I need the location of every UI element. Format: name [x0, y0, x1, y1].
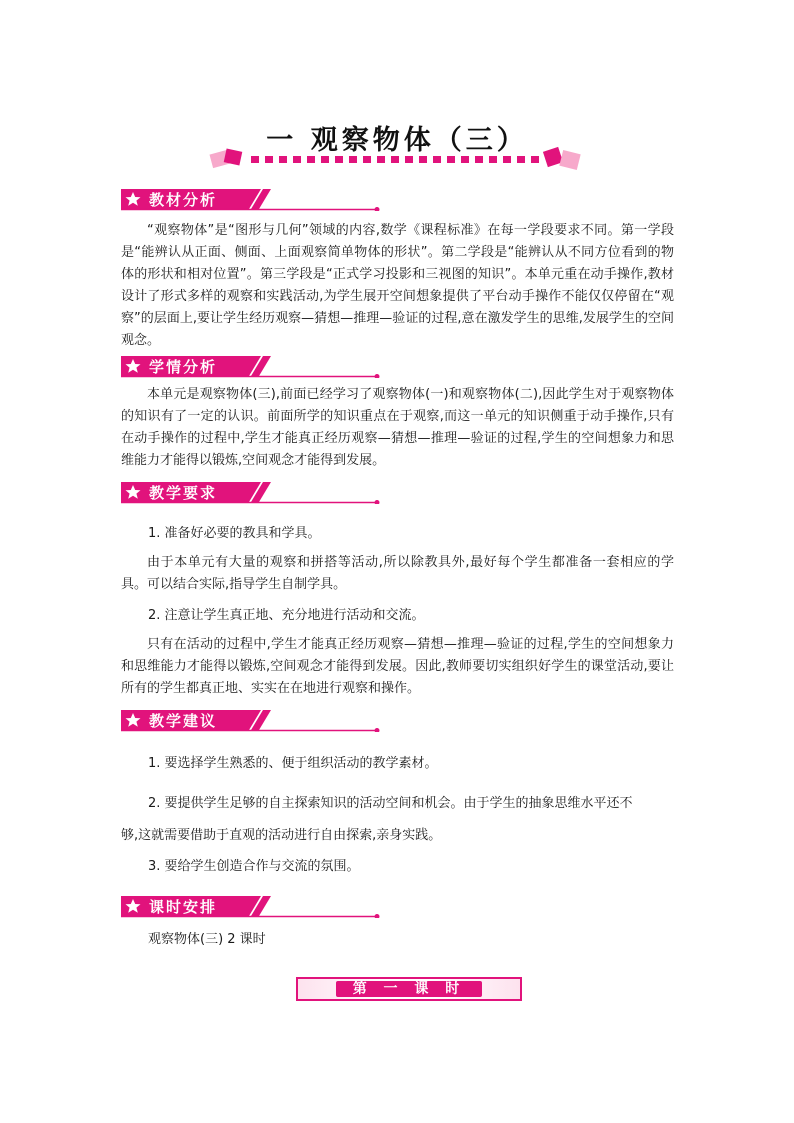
section-header-textbook-analysis — [121, 189, 381, 211]
paragraph: 本单元是观察物体(三),前面已经学习了观察物体(一)和观察物体(二),因此学生对于观察物体的知识有了一定的认识。前面所学的知识重点在于观察,而这一单元的知识侧重于动手操作,只有在动手操作的过程中,学生才能真正经历观察—猜想—推理—验证的过程,学生的空间想象力和思维能力才能得以锻炼,空间观念才能得到发展。 — [121, 387, 674, 468]
list-item: 3. 要给学生创造合作与交流的氛围。 — [148, 859, 360, 874]
lesson-title: 第 一 课 时 — [352, 981, 466, 997]
section-title: 教材分析 — [149, 191, 218, 209]
list-item: 1. 要选择学生熟悉的、便于组织活动的教学素材。 — [148, 756, 438, 771]
paragraph: 由于本单元有大量的观察和拼搭等活动,所以除教具外,最好每个学生都准备一套相应的学具。可以结合实际,指导学生自制学具。 — [121, 555, 674, 592]
list-item: 1. 准备好必要的教具和学具。 — [148, 526, 321, 541]
section-title: 教学建议 — [149, 712, 218, 730]
paragraph: 够,这就需要借助于直观的活动进行自由探索,亲身实践。 — [121, 828, 442, 843]
lesson-tab — [336, 981, 482, 997]
section-header-teaching-requirements — [121, 482, 381, 504]
section-title: 课时安排 — [149, 898, 218, 916]
section-header-learning-analysis — [121, 356, 381, 378]
lesson-banner — [296, 977, 522, 1001]
section-header-class-schedule — [121, 896, 381, 918]
paragraph: 只有在活动的过程中,学生才能真正经历观察—猜想—推理—验证的过程,学生的空间想象力和思维能力才能得以锻炼,空间观念才能得到发展。因此,教师要切实组织好学生的课堂活动,要让所有的学生都真正地、实实在在地进行观察和操作。 — [121, 637, 674, 696]
title-decoration — [205, 146, 590, 172]
page-title: 一 观察物体（三） — [266, 125, 528, 156]
list-item: 2. 注意让学生真正地、充分地进行活动和交流。 — [148, 608, 425, 623]
paragraph: 观察物体(三) 2 课时 — [148, 932, 266, 947]
section-title: 学情分析 — [149, 358, 218, 376]
section-header-teaching-suggestions — [121, 710, 381, 732]
list-item: 2. 要提供学生足够的自主探索知识的活动空间和机会。由于学生的抽象思维水平还不 — [148, 796, 633, 811]
section-title: 教学要求 — [149, 484, 218, 502]
paragraph: “观察物体”是“图形与几何”领域的内容,数学《课程标准》在每一学段要求不同。第一学段是“能辨认从正面、侧面、上面观察简单物体的形状”。第二学段是“能辨认从不同方位看到的物体的形状和相对位置”。第三学段是“正式学习投影和三视图的知识”。本单元重在动手操作,教材设计了形式多样的观察和实践活动,为学生展开空间想象提供了平台动手操作不能仅仅停留在“观察”的层面上,要让学生经历观察—猜想—推理—验证的过程,意在激发学生的思维,发展学生的空间观念。 — [121, 223, 674, 348]
